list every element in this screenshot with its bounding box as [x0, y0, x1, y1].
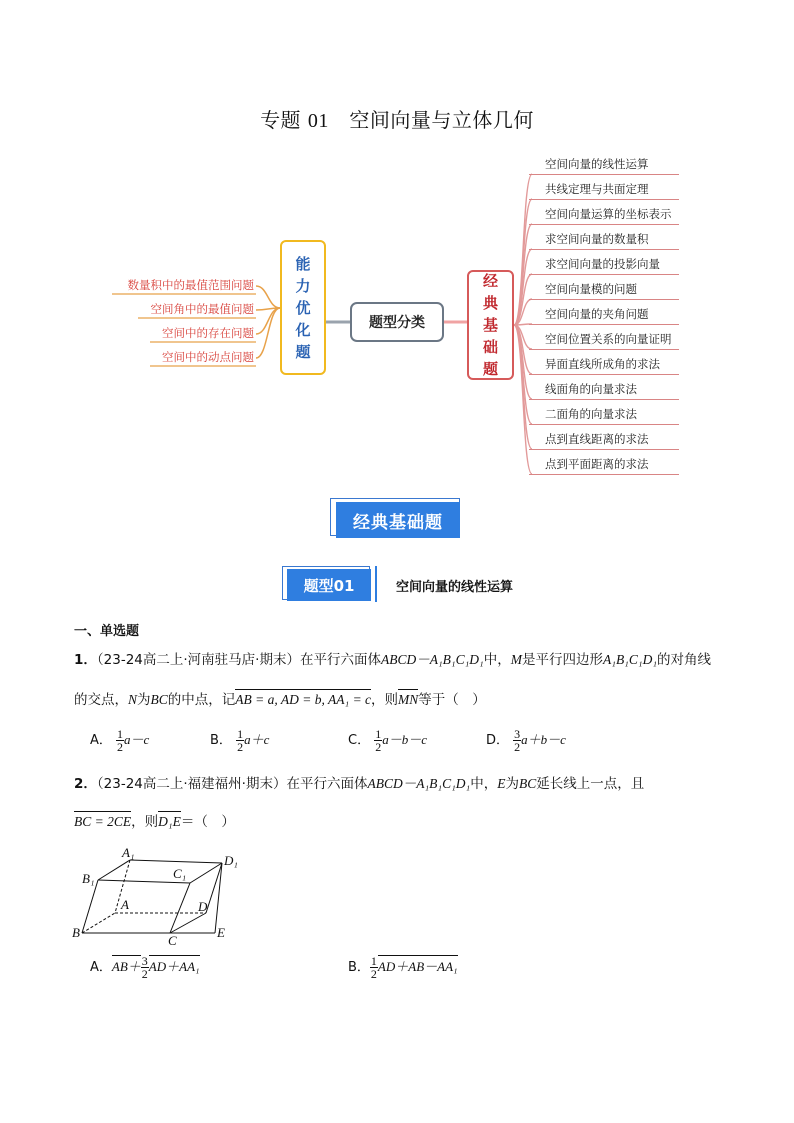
right-item-8: 空间位置关系的向量证明: [529, 328, 679, 350]
right-item-9: 异面直线所成角的求法: [529, 353, 679, 375]
left-item-4: 空间中的动点问题: [162, 350, 254, 364]
question-1-option-b[interactable]: B． $\frac{1}{2}$ a＋c: [210, 727, 270, 754]
question-2-line-1: 2．（23-24高二上·福建福州·期末）在平行六面体ABCD－A₁B₁C₁D₁中，E为BC延长线上一点，且: [74, 776, 645, 792]
label-C: C: [168, 933, 177, 948]
left-item-2: 空间角中的最值问题: [150, 302, 254, 316]
mindmap-center: 题型分类: [350, 302, 444, 342]
question-1-option-d[interactable]: D． $\frac{3}{2}$ a＋b－c: [486, 727, 566, 754]
right-item-7: 空间向量的夹角问题: [529, 303, 679, 325]
label-E: E: [217, 925, 225, 940]
question-1-line-2: 的交点，N为BC的中点，记AB = a, AD = b, AA₁ = c，则MN等于（ ）: [74, 692, 486, 708]
classic-basics-banner: 经典基础题: [330, 498, 462, 540]
question-2-option-b[interactable]: B． $\frac{1}{2}$ AD＋AB－AA₁: [348, 954, 458, 981]
label-A: A: [121, 897, 129, 912]
label-B: B: [72, 925, 80, 940]
label-D: D: [198, 899, 208, 914]
question-1-option-a[interactable]: A． $\frac{1}{2}$ a－c: [90, 727, 150, 754]
question-2-line-2: BC = 2CE，则D₁E＝（ ）: [74, 814, 235, 830]
question-1-option-c[interactable]: C． $\frac{1}{2}$ a－b－c: [348, 727, 427, 754]
section-heading: 一、单选题: [74, 624, 140, 639]
parallelepiped-figure: [70, 845, 250, 950]
label-C1: C₁: [173, 866, 187, 881]
type-banner: 题型01: [282, 566, 372, 602]
classic-basics-box: 经 典 基 础 题: [467, 270, 514, 380]
right-item-2: 共线定理与共面定理: [529, 178, 679, 200]
left-item-3: 空间中的存在问题: [162, 326, 254, 340]
right-item-5: 求空间向量的投影向量: [529, 253, 679, 275]
label-A1: A₁: [122, 845, 135, 860]
right-item-6: 空间向量模的问题: [529, 278, 679, 300]
question-1-line-1: 1．（23-24高二上·河南驻马店·期末）在平行六面体ABCD－A₁B₁C₁D₁中，M是平行四边形A₁B₁C₁D₁的对角线: [74, 652, 712, 668]
right-item-10: 线面角的向量求法: [529, 378, 679, 400]
left-item-1: 数量积中的最值范围问题: [127, 278, 254, 292]
label-B1: B₁: [82, 871, 95, 886]
right-item-4: 求空间向量的数量积: [529, 228, 679, 250]
right-item-3: 空间向量运算的坐标表示: [529, 203, 679, 225]
right-item-11: 二面角的向量求法: [529, 403, 679, 425]
ability-optimization-box: 能 力 优 化 题: [280, 240, 326, 375]
right-item-13: 点到平面距离的求法: [529, 453, 679, 475]
mindmap-connectors: [0, 0, 794, 500]
page-title: 专题 01 空间向量与立体几何: [260, 108, 534, 132]
right-item-1: 空间向量的线性运算: [529, 153, 679, 175]
right-item-12: 点到直线距离的求法: [529, 428, 679, 450]
type-banner-divider: [375, 566, 377, 602]
question-2-option-a[interactable]: A．AB＋ $\frac{3}{2}$ AD＋AA₁: [90, 954, 200, 981]
label-D1: D₁: [224, 853, 238, 868]
type-label: 空间向量的线性运算: [396, 580, 514, 595]
